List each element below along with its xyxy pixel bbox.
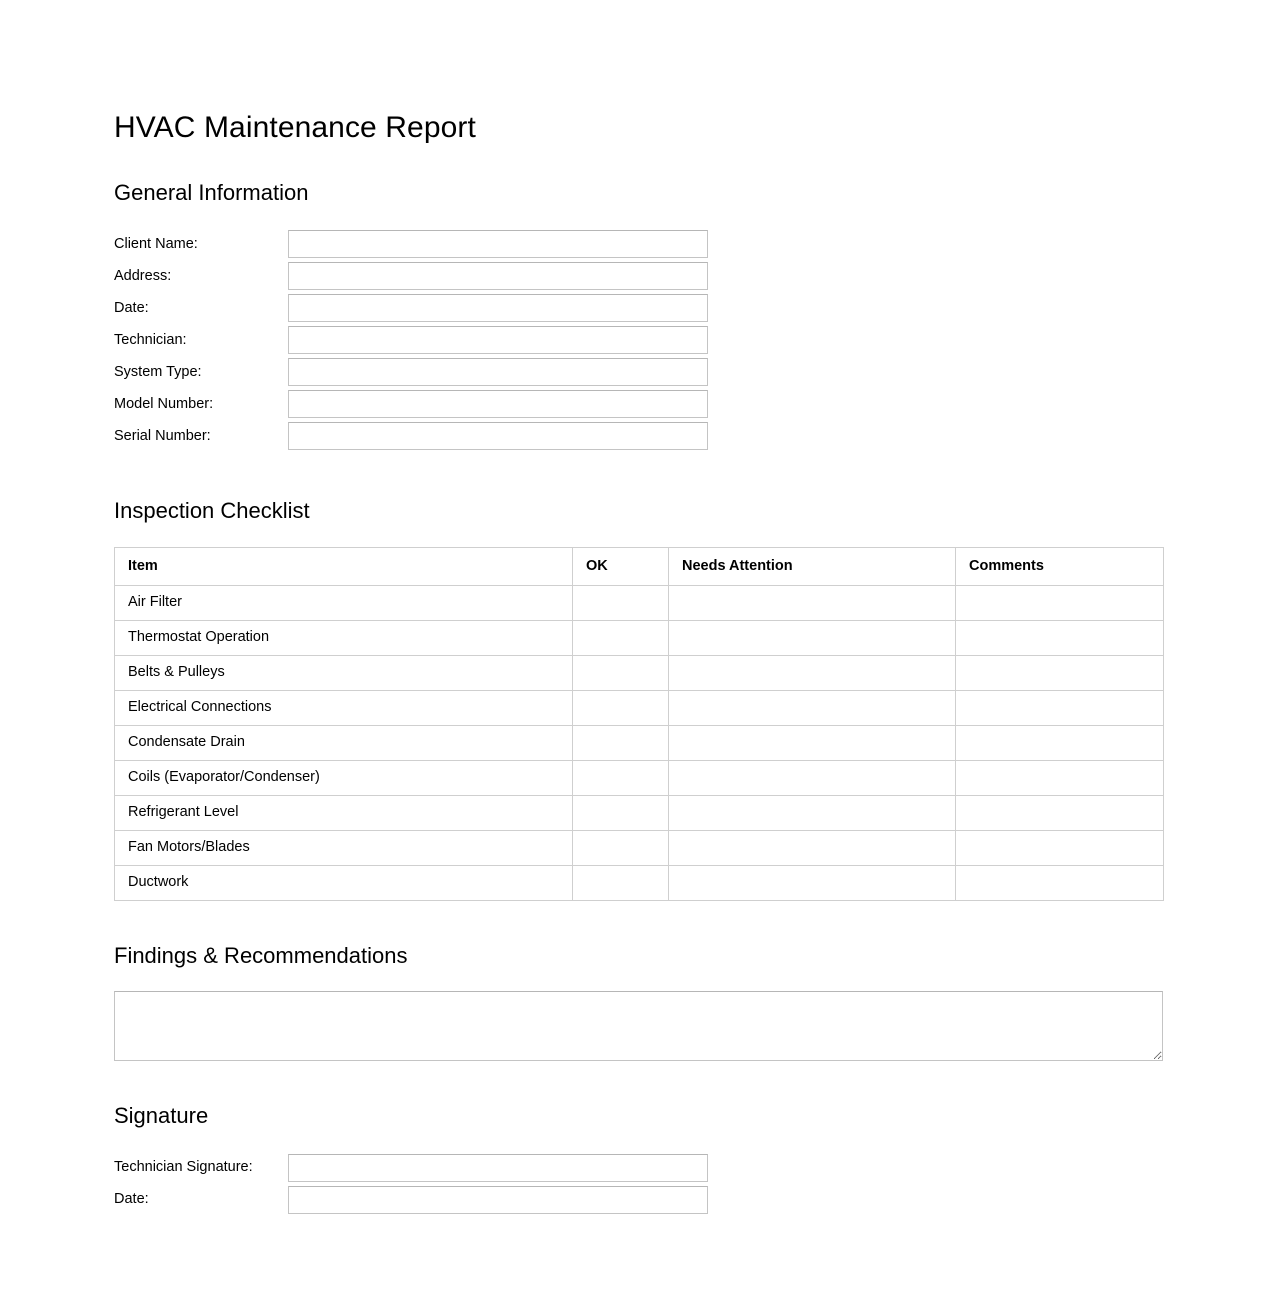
technician-signature-input[interactable] <box>288 1154 708 1182</box>
cell-ok[interactable] <box>573 760 669 795</box>
field-label-technician-signature: Technician Signature: <box>114 1158 253 1175</box>
spacer <box>114 1061 1278 1103</box>
cell-needs-attention[interactable] <box>669 795 956 830</box>
column-header-comments: Comments <box>956 547 1164 585</box>
cell-comments[interactable] <box>956 725 1164 760</box>
date-input[interactable] <box>288 294 708 322</box>
table-row <box>115 585 1164 620</box>
cell-item: Fan Motors/Blades <box>115 830 573 865</box>
cell-needs-attention[interactable] <box>669 865 956 900</box>
cell-needs-attention[interactable] <box>669 690 956 725</box>
signature-date-input[interactable] <box>288 1186 708 1214</box>
cell-needs-attention[interactable] <box>669 760 956 795</box>
cell-item: Electrical Connections <box>115 690 573 725</box>
cell-ok[interactable] <box>573 865 669 900</box>
cell-ok[interactable] <box>573 585 669 620</box>
table-row <box>115 760 1164 795</box>
column-header-ok: OK <box>573 547 669 585</box>
cell-comments[interactable] <box>956 655 1164 690</box>
table-row <box>115 620 1164 655</box>
cell-ok[interactable] <box>573 655 669 690</box>
general-information-fields <box>114 228 1278 452</box>
field-label-signature-date: Date: <box>114 1190 149 1207</box>
section-heading-findings-recommendations: Findings & Recommendations <box>114 942 408 968</box>
field-label-serial-number: Serial Number: <box>114 427 211 444</box>
field-row-date <box>114 292 1278 324</box>
table-row <box>115 690 1164 725</box>
field-label-system-type: System Type: <box>114 363 202 380</box>
field-row-technician-signature <box>114 1152 1278 1184</box>
field-label-address: Address: <box>114 267 172 284</box>
cell-item: Belts & Pulleys <box>115 655 573 690</box>
signature-fields <box>114 1152 1278 1216</box>
table-row <box>115 795 1164 830</box>
inspection-checklist-table <box>114 547 1164 901</box>
cell-needs-attention[interactable] <box>669 620 956 655</box>
cell-item: Refrigerant Level <box>115 795 573 830</box>
cell-ok[interactable] <box>573 725 669 760</box>
table-row <box>115 655 1164 690</box>
page-title: HVAC Maintenance Report <box>114 111 476 144</box>
field-label-client-name: Client Name: <box>114 235 198 252</box>
technician-input[interactable] <box>288 326 708 354</box>
table-header-row <box>115 547 1164 585</box>
field-label-technician: Technician: <box>114 331 187 348</box>
cell-needs-attention[interactable] <box>669 655 956 690</box>
field-row-serial-number <box>114 420 1278 452</box>
cell-comments[interactable] <box>956 620 1164 655</box>
table-row <box>115 725 1164 760</box>
section-heading-inspection-checklist: Inspection Checklist <box>114 498 310 524</box>
model-number-input[interactable] <box>288 390 708 418</box>
cell-comments[interactable] <box>956 865 1164 900</box>
field-row-system-type <box>114 356 1278 388</box>
cell-needs-attention[interactable] <box>669 725 956 760</box>
cell-comments[interactable] <box>956 760 1164 795</box>
column-header-needs-attention: Needs Attention <box>669 547 956 585</box>
cell-comments[interactable] <box>956 690 1164 725</box>
cell-ok[interactable] <box>573 795 669 830</box>
cell-comments[interactable] <box>956 585 1164 620</box>
table-row <box>115 830 1164 865</box>
cell-item: Condensate Drain <box>115 725 573 760</box>
cell-comments[interactable] <box>956 830 1164 865</box>
cell-item: Coils (Evaporator/Condenser) <box>115 760 573 795</box>
cell-item: Air Filter <box>115 585 573 620</box>
cell-item: Thermostat Operation <box>115 620 573 655</box>
spacer <box>114 901 1278 943</box>
address-input[interactable] <box>288 262 708 290</box>
system-type-input[interactable] <box>288 358 708 386</box>
field-row-model-number <box>114 388 1278 420</box>
cell-needs-attention[interactable] <box>669 585 956 620</box>
field-row-client-name <box>114 228 1278 260</box>
column-header-item: Item <box>115 547 573 585</box>
field-label-model-number: Model Number: <box>114 395 214 412</box>
field-label-date: Date: <box>114 299 149 316</box>
cell-item: Ductwork <box>115 865 573 900</box>
cell-ok[interactable] <box>573 830 669 865</box>
table-row <box>115 865 1164 900</box>
cell-needs-attention[interactable] <box>669 830 956 865</box>
section-heading-signature: Signature <box>114 1103 209 1129</box>
findings-textarea[interactable] <box>114 991 1163 1061</box>
serial-number-input[interactable] <box>288 422 708 450</box>
field-row-technician <box>114 324 1278 356</box>
field-row-address <box>114 260 1278 292</box>
field-row-signature-date <box>114 1184 1278 1216</box>
section-heading-general-information: General Information <box>114 180 309 205</box>
cell-ok[interactable] <box>573 620 669 655</box>
cell-ok[interactable] <box>573 690 669 725</box>
client-name-input[interactable] <box>288 230 708 258</box>
cell-comments[interactable] <box>956 795 1164 830</box>
spacer <box>114 452 1278 498</box>
